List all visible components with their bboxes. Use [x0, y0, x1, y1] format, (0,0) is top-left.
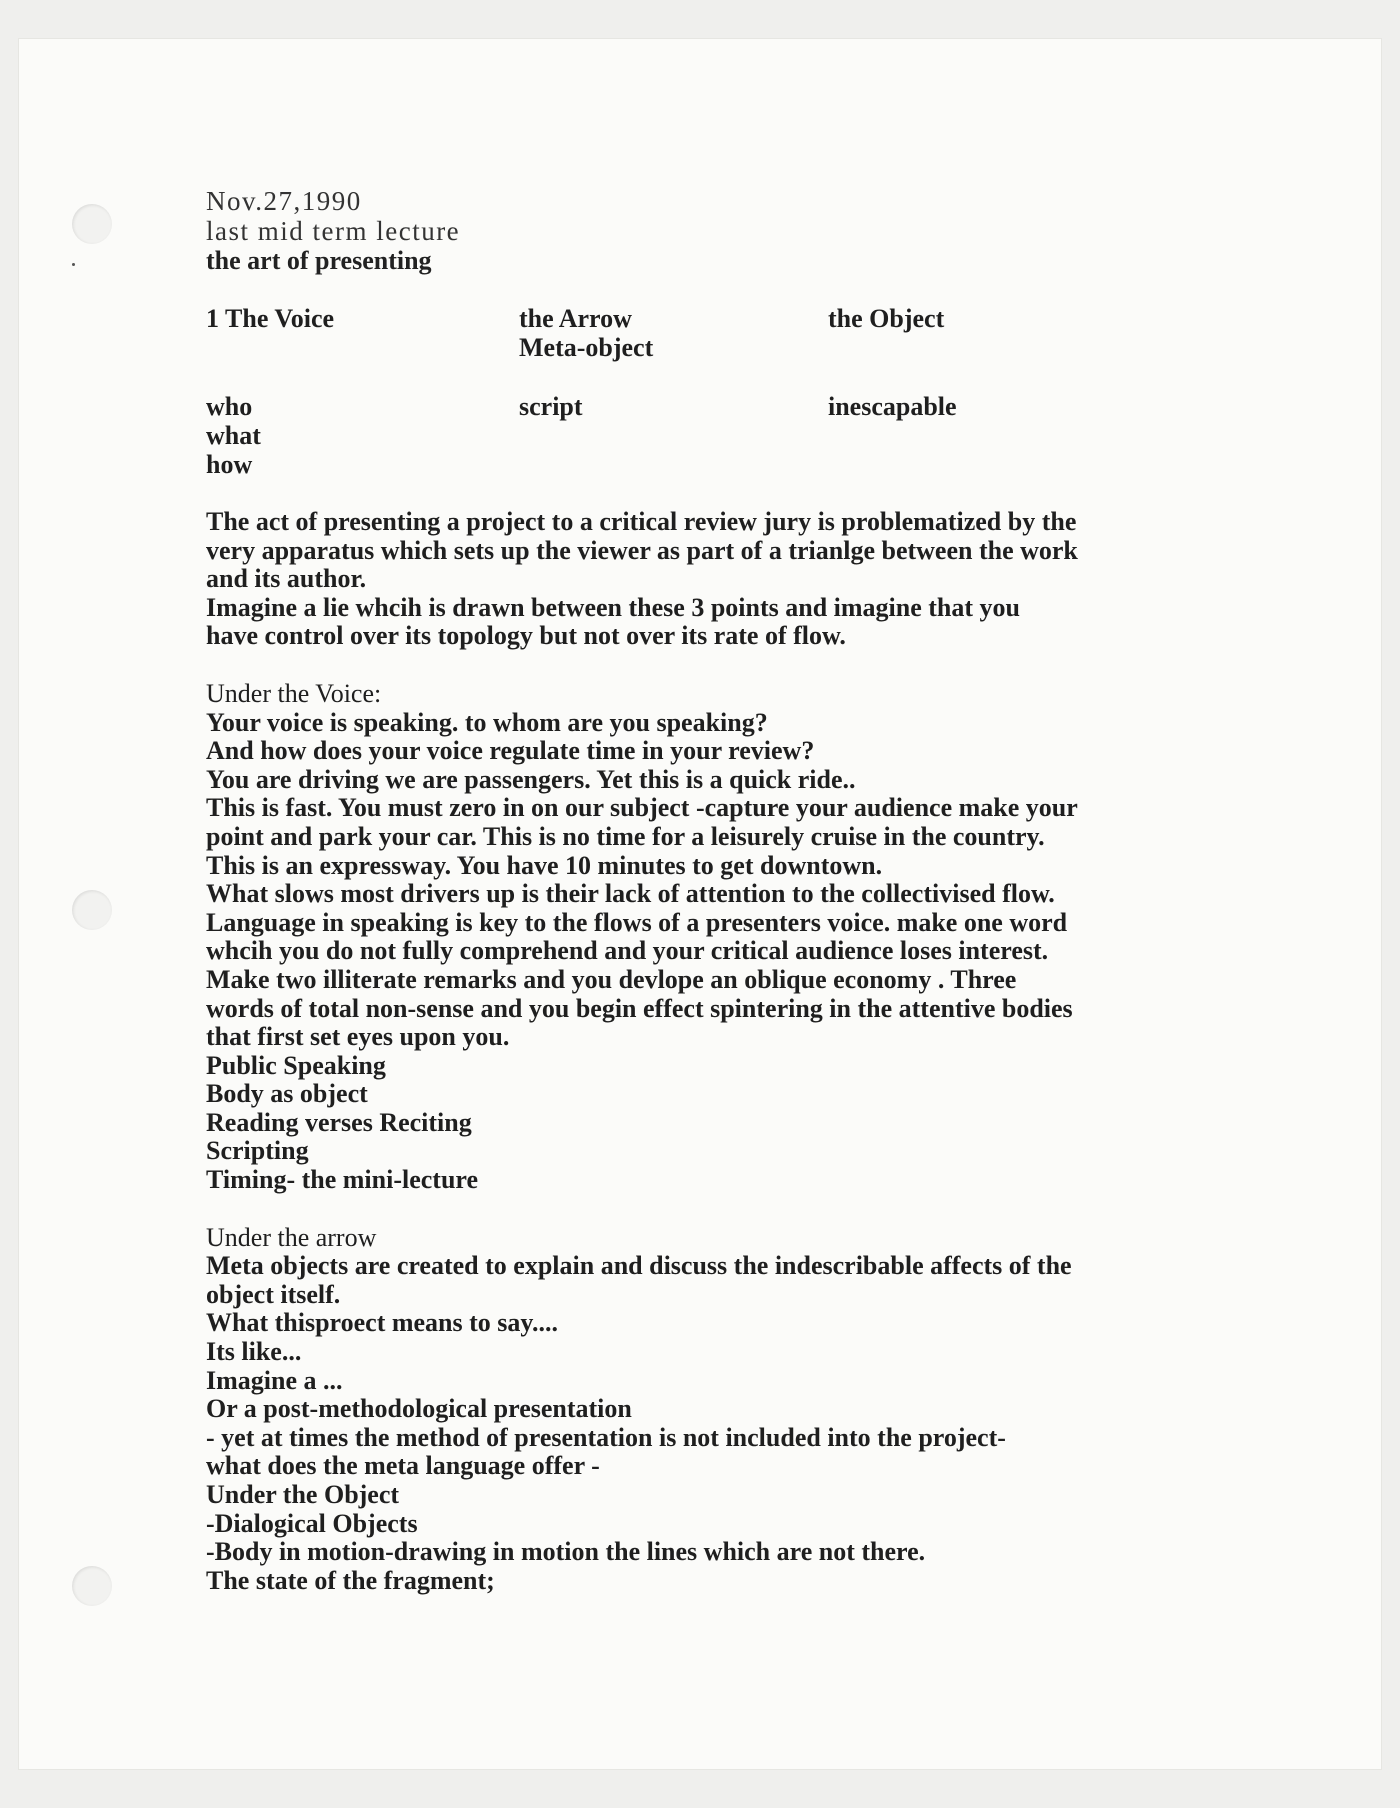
section-heading-arrow: Under the arrow [206, 1222, 377, 1252]
text-line: point and park your car. This is no time for a leisurely cruise in the country. [206, 821, 1045, 851]
binder-hole-top [72, 204, 112, 244]
lecture-notes [206, 186, 1166, 1595]
binder-hole-bottom [72, 1566, 112, 1606]
voice-questions [206, 392, 261, 479]
text-line: Scripting [206, 1136, 309, 1166]
text-line: Make two illiterate remarks and you devlope an oblique economy . Three [206, 964, 1017, 994]
subtitle-line: last mid term lecture [206, 216, 461, 246]
topic-voice: 1 The Voice [206, 304, 335, 333]
topics-row [206, 304, 1166, 392]
text-line: -Body in motion-drawing in motion the lines which are not there. [206, 1537, 926, 1567]
text-line: - yet at times the method of presentation is not included into the project- [206, 1422, 1006, 1452]
text-line: This is an expressway. You have 10 minutes to get downtown. [206, 850, 883, 880]
voice-question: what [206, 421, 261, 450]
text-line: Reading verses Reciting [206, 1107, 472, 1137]
voice-section [206, 680, 1166, 1195]
text-line: Imagine a lie whcih is drawn between these 3 points and imagine that you [206, 592, 1020, 622]
arrow-section [206, 1224, 1166, 1596]
text-line: have control over its topology but not over its rate of flow. [206, 621, 846, 651]
text-line: -Dialogical Objects [206, 1508, 418, 1538]
text-line: Under the Object [206, 1480, 400, 1509]
text-line: And how does your voice regulate time in your review? [206, 736, 815, 766]
text-line: Public Speaking [206, 1050, 386, 1080]
text-line: You are driving we are passengers. Yet this is a quick ride.. [206, 764, 856, 794]
text-line: what does the meta language offer - [206, 1451, 600, 1481]
text-line: Imagine a ... [206, 1365, 343, 1395]
text-line: Its like... [206, 1337, 302, 1367]
text-line: Or a post-methodological presentation [206, 1394, 632, 1424]
text-line: What slows most drivers up is their lack of attention to the collectivised flow. [206, 879, 1055, 909]
intro-paragraph [206, 508, 1166, 651]
topic-object: the Object [828, 304, 945, 333]
text-line: Meta objects are created to explain and discuss the indescribable affects of the [206, 1251, 1072, 1281]
voice-question: how [206, 450, 253, 479]
text-line: The act of presenting a project to a critical review jury is problematized by the [206, 507, 1077, 536]
topic-arrow [519, 304, 653, 362]
object-subtopic: inescapable [828, 392, 957, 421]
text-line: Language in speaking is key to the flows of a presenters voice. make one word [206, 907, 1068, 937]
arrow-subtopic: script [519, 392, 583, 421]
subtopics-row [206, 392, 1166, 508]
text-line: What thisproect means to say.... [206, 1308, 558, 1338]
text-line: words of total non-sense and you begin effect spintering in the attentive bodies [206, 993, 1073, 1023]
text-line: and its author. [206, 564, 367, 594]
section-heading-voice: Under the Voice: [206, 678, 382, 708]
binder-hole-middle [72, 890, 112, 930]
text-line: very apparatus which sets up the viewer as part of a trianlge between the work [206, 535, 1078, 565]
text-line: Your voice is speaking. to whom are you speaking? [206, 707, 768, 737]
text-line: whcih you do not fully comprehend and your critical audience loses interest. [206, 936, 1049, 966]
text-line: The state of the fragment; [206, 1565, 495, 1595]
date-line: Nov.27,1990 [206, 186, 362, 216]
topic-arrow-line1: the Arrow [519, 304, 632, 333]
text-line: This is fast. You must zero in on our subject -capture your audience make your [206, 793, 1078, 823]
topic-arrow-line2: Meta-object [519, 333, 654, 362]
text-line: Timing- the mini-lecture [206, 1165, 479, 1195]
text-line: that first set eyes upon you. [206, 1022, 510, 1052]
paper-speck [72, 263, 75, 266]
text-line: object itself. [206, 1279, 341, 1309]
text-line: Body as object [206, 1079, 368, 1109]
voice-question: who [206, 392, 253, 421]
title-line: the art of presenting [206, 246, 432, 275]
